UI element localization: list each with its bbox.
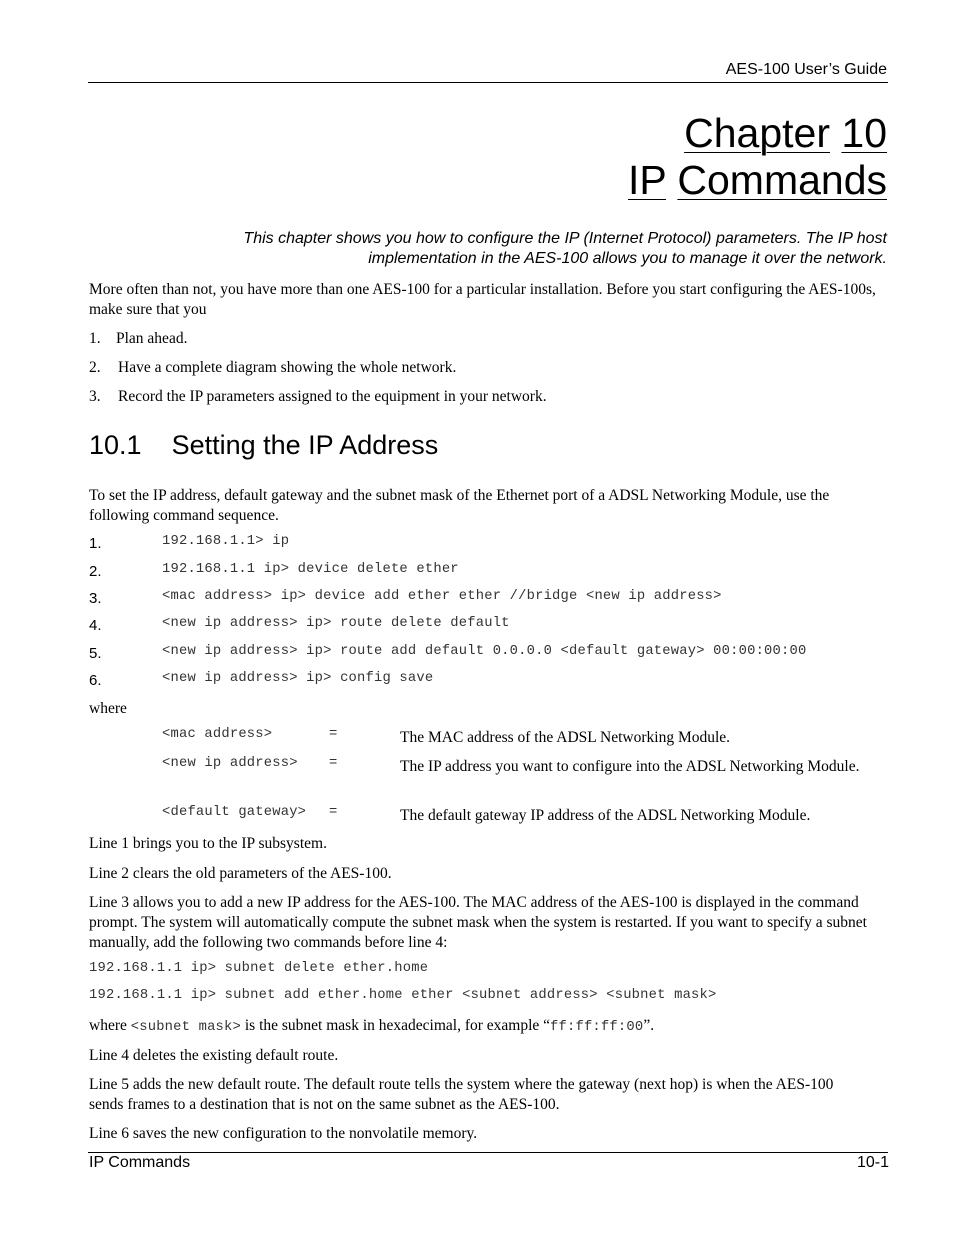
header-divider (88, 82, 888, 83)
line4-explanation: Line 4 deletes the existing default route. (89, 1047, 339, 1064)
chapter-title-part1: IP (627, 157, 666, 203)
intro-paragraph: More often than not, you have more than one AES-100 for a particular installation. Before you start configuring the AES-100s, make sure that you (89, 281, 876, 318)
command-line: 192.168.1.1 ip> device delete ether (162, 562, 459, 577)
command-number: 6. (89, 672, 102, 689)
where-middle: is the subnet mask in hexadecimal, for example “ (240, 1017, 551, 1034)
definition-term: <mac address> (162, 727, 273, 742)
line2-explanation: Line 2 clears the old parameters of the AES-100. (89, 865, 392, 882)
definition-equals: = (329, 805, 338, 820)
line3-explanation: Line 3 allows you to add a new IP address for the AES-100. The MAC address of the AES-100 is displayed in the command prompt. The system will automatically compute the subnet mask when the system is restarted. If you want to specify a subnet manually, add the following two commands before line 4: (89, 894, 867, 951)
chapter-word: Chapter (684, 110, 830, 156)
command-number: 5. (89, 645, 102, 662)
section-title: Setting the IP Address (171, 430, 439, 460)
chapter-title-part2: Commands (677, 157, 887, 203)
chapter-heading (684, 109, 887, 157)
section-number: 10.1 (89, 430, 142, 460)
definition-description: The default gateway IP address of the ADSL Networking Module. (400, 807, 811, 824)
command-number: 1. (89, 535, 102, 552)
chapter-title (628, 156, 887, 204)
chapter-number: 10 (841, 110, 887, 156)
step-number: 3. (89, 388, 101, 405)
section-intro: To set the IP address, default gateway and the subnet mask of the Ethernet port of a ADSL Networking Module, use the following command sequence. (89, 487, 830, 524)
command-number: 3. (89, 590, 102, 607)
command-line: 192.168.1.1> ip (162, 534, 290, 549)
subnet-command: 192.168.1.1 ip> subnet delete ether.home (89, 961, 429, 976)
command-line: <new ip address> ip> route add default 0.0.0.0 <default gateway> 00:00:00:00 (162, 644, 807, 659)
command-line: <new ip address> ip> route delete default (162, 616, 510, 631)
line1-explanation: Line 1 brings you to the IP subsystem. (89, 835, 327, 852)
subnet-command: 192.168.1.1 ip> subnet add ether.home ether <subnet address> <subnet mask> (89, 988, 717, 1003)
footer-chapter-name: IP Commands (89, 1154, 191, 1171)
command-number: 2. (89, 563, 102, 580)
command-number: 4. (89, 617, 102, 634)
line5-explanation: Line 5 adds the new default route. The default route tells the system where the gateway (next hop) is when the AES-100 sends frames to a destination that is not on the same subnet as the AES-100. (89, 1076, 834, 1113)
definition-description: The IP address you want to configure into the ADSL Networking Module. (400, 758, 860, 775)
command-line: <new ip address> ip> config save (162, 671, 434, 686)
step-text: Plan ahead. (116, 330, 188, 347)
where-prefix: where (89, 1017, 131, 1034)
chapter-intro: This chapter shows you how to configure the IP (Internet Protocol) parameters. The IP host implementation in the AES-100 allows you to manage it over the network. (243, 230, 887, 267)
footer-divider (88, 1152, 888, 1153)
definition-description: The MAC address of the ADSL Networking Module. (400, 729, 731, 746)
where-label: where (89, 700, 127, 717)
section-heading (89, 428, 438, 462)
definition-term: <new ip address> (162, 756, 298, 771)
definition-equals: = (329, 756, 338, 771)
where-suffix: ”. (643, 1017, 655, 1034)
page-number: 10-1 (856, 1154, 889, 1171)
definition-term: <default gateway> (162, 805, 307, 820)
subnet-mask-code: <subnet mask> (130, 1020, 241, 1035)
definition-equals: = (329, 727, 338, 742)
subnet-mask-explanation (89, 1016, 889, 1038)
command-line: <mac address> ip> device add ether ether //bridge <new ip address> (162, 589, 722, 604)
mask-example-code: ff:ff:ff:00 (550, 1020, 644, 1035)
step-text: Record the IP parameters assigned to the equipment in your network. (118, 388, 547, 405)
step-text: Have a complete diagram showing the whole network. (118, 359, 457, 376)
line6-explanation: Line 6 saves the new configuration to the nonvolatile memory. (89, 1125, 478, 1142)
step-number: 2. (89, 359, 101, 376)
running-header: AES-100 User’s Guide (725, 61, 887, 78)
step-number: 1. (89, 330, 101, 347)
